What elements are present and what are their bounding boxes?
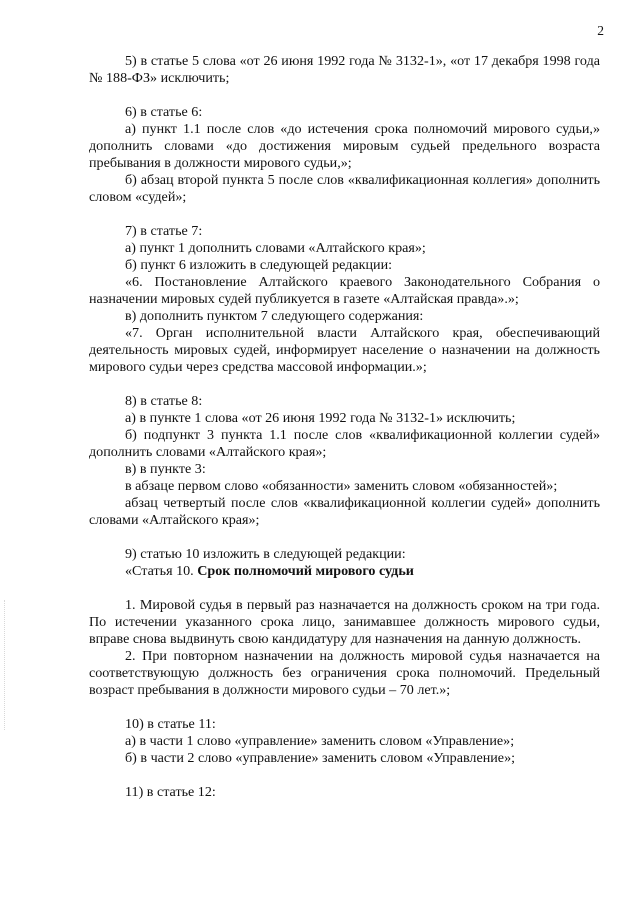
item-7a: а) пункт 1 дополнить словами «Алтайского края»; bbox=[125, 240, 426, 256]
article-10-title: Срок полномочий мирового судьи bbox=[197, 563, 414, 579]
item-6: 6) в статье 6: bbox=[125, 104, 203, 120]
item-8c-1: в абзаце первом слово «обязанности» заменить словом «обязанностей»; bbox=[125, 478, 558, 494]
item-10a: а) в части 1 слово «управление» заменить словом «Управление»; bbox=[125, 733, 515, 749]
article-10-paragraph-1: 1. Мировой судья в первый раз назначается на должность сроком на три года. По истечении указанного срока лицо, занимавшее должность мирового судьи, вправе снова выдвинуть свою кандидатуру для назначения на данную должность. bbox=[89, 597, 600, 647]
item-7b-text: «6. Постановление Алтайского краевого Законодательного Собрания о назначении мировых судей публикуется в газете «Алтайская правда».»; bbox=[89, 274, 600, 307]
item-5: 5) в статье 5 слова «от 26 июня 1992 года № 3132-1», «от 17 декабря 1998 года № 188-ФЗ» исключить; bbox=[89, 53, 600, 86]
item-6b: б) абзац второй пункта 5 после слов «квалификационная коллегия» дополнить словом «судей»; bbox=[89, 172, 600, 205]
item-8: 8) в статье 8: bbox=[125, 393, 203, 409]
item-8c: в) в пункте 3: bbox=[125, 461, 206, 477]
item-7b: б) пункт 6 изложить в следующей редакции: bbox=[125, 257, 393, 273]
item-7: 7) в статье 7: bbox=[125, 223, 203, 239]
item-8a: а) в пункте 1 слова «от 26 июня 1992 года № 3132-1» исключить; bbox=[125, 410, 516, 426]
article-10-prefix: «Статья 10. bbox=[125, 563, 198, 579]
item-7c: в) дополнить пунктом 7 следующего содержания: bbox=[125, 308, 424, 324]
page-number: 2 bbox=[597, 23, 604, 38]
item-10: 10) в статье 11: bbox=[125, 716, 216, 732]
item-6a: а) пункт 1.1 после слов «до истечения срока полномочий мирового судьи,» дополнить словами «до достижения мировым судьей предельного возраста пребывания в должности мирового судьи,»; bbox=[89, 121, 600, 171]
document-body bbox=[89, 53, 600, 801]
item-10b: б) в части 2 слово «управление» заменить словом «Управление»; bbox=[125, 750, 516, 766]
item-11: 11) в статье 12: bbox=[125, 784, 216, 800]
scan-edge-marks bbox=[4, 600, 7, 730]
item-8c-2: абзац четвертый после слов «квалификационной коллегии судей» дополнить словами «Алтайского края»; bbox=[89, 495, 600, 528]
item-9: 9) статью 10 изложить в следующей редакции: bbox=[125, 546, 406, 562]
article-10-paragraph-2: 2. При повторном назначении на должность мировой судья назначается на соответствующую должность без ограничения срока полномочий. Предельный возраст пребывания в должности мирового судьи – 70 лет.»; bbox=[89, 648, 600, 698]
article-10-heading bbox=[89, 563, 600, 580]
item-8b: б) подпункт 3 пункта 1.1 после слов «квалификационной коллегии судей» дополнить словами «Алтайского края»; bbox=[89, 427, 600, 460]
item-7c-text: «7. Орган исполнительной власти Алтайского края, обеспечивающий деятельность мировых судей, информирует население о назначении на должность мирового судьи через средства массовой информации.»; bbox=[89, 325, 600, 375]
